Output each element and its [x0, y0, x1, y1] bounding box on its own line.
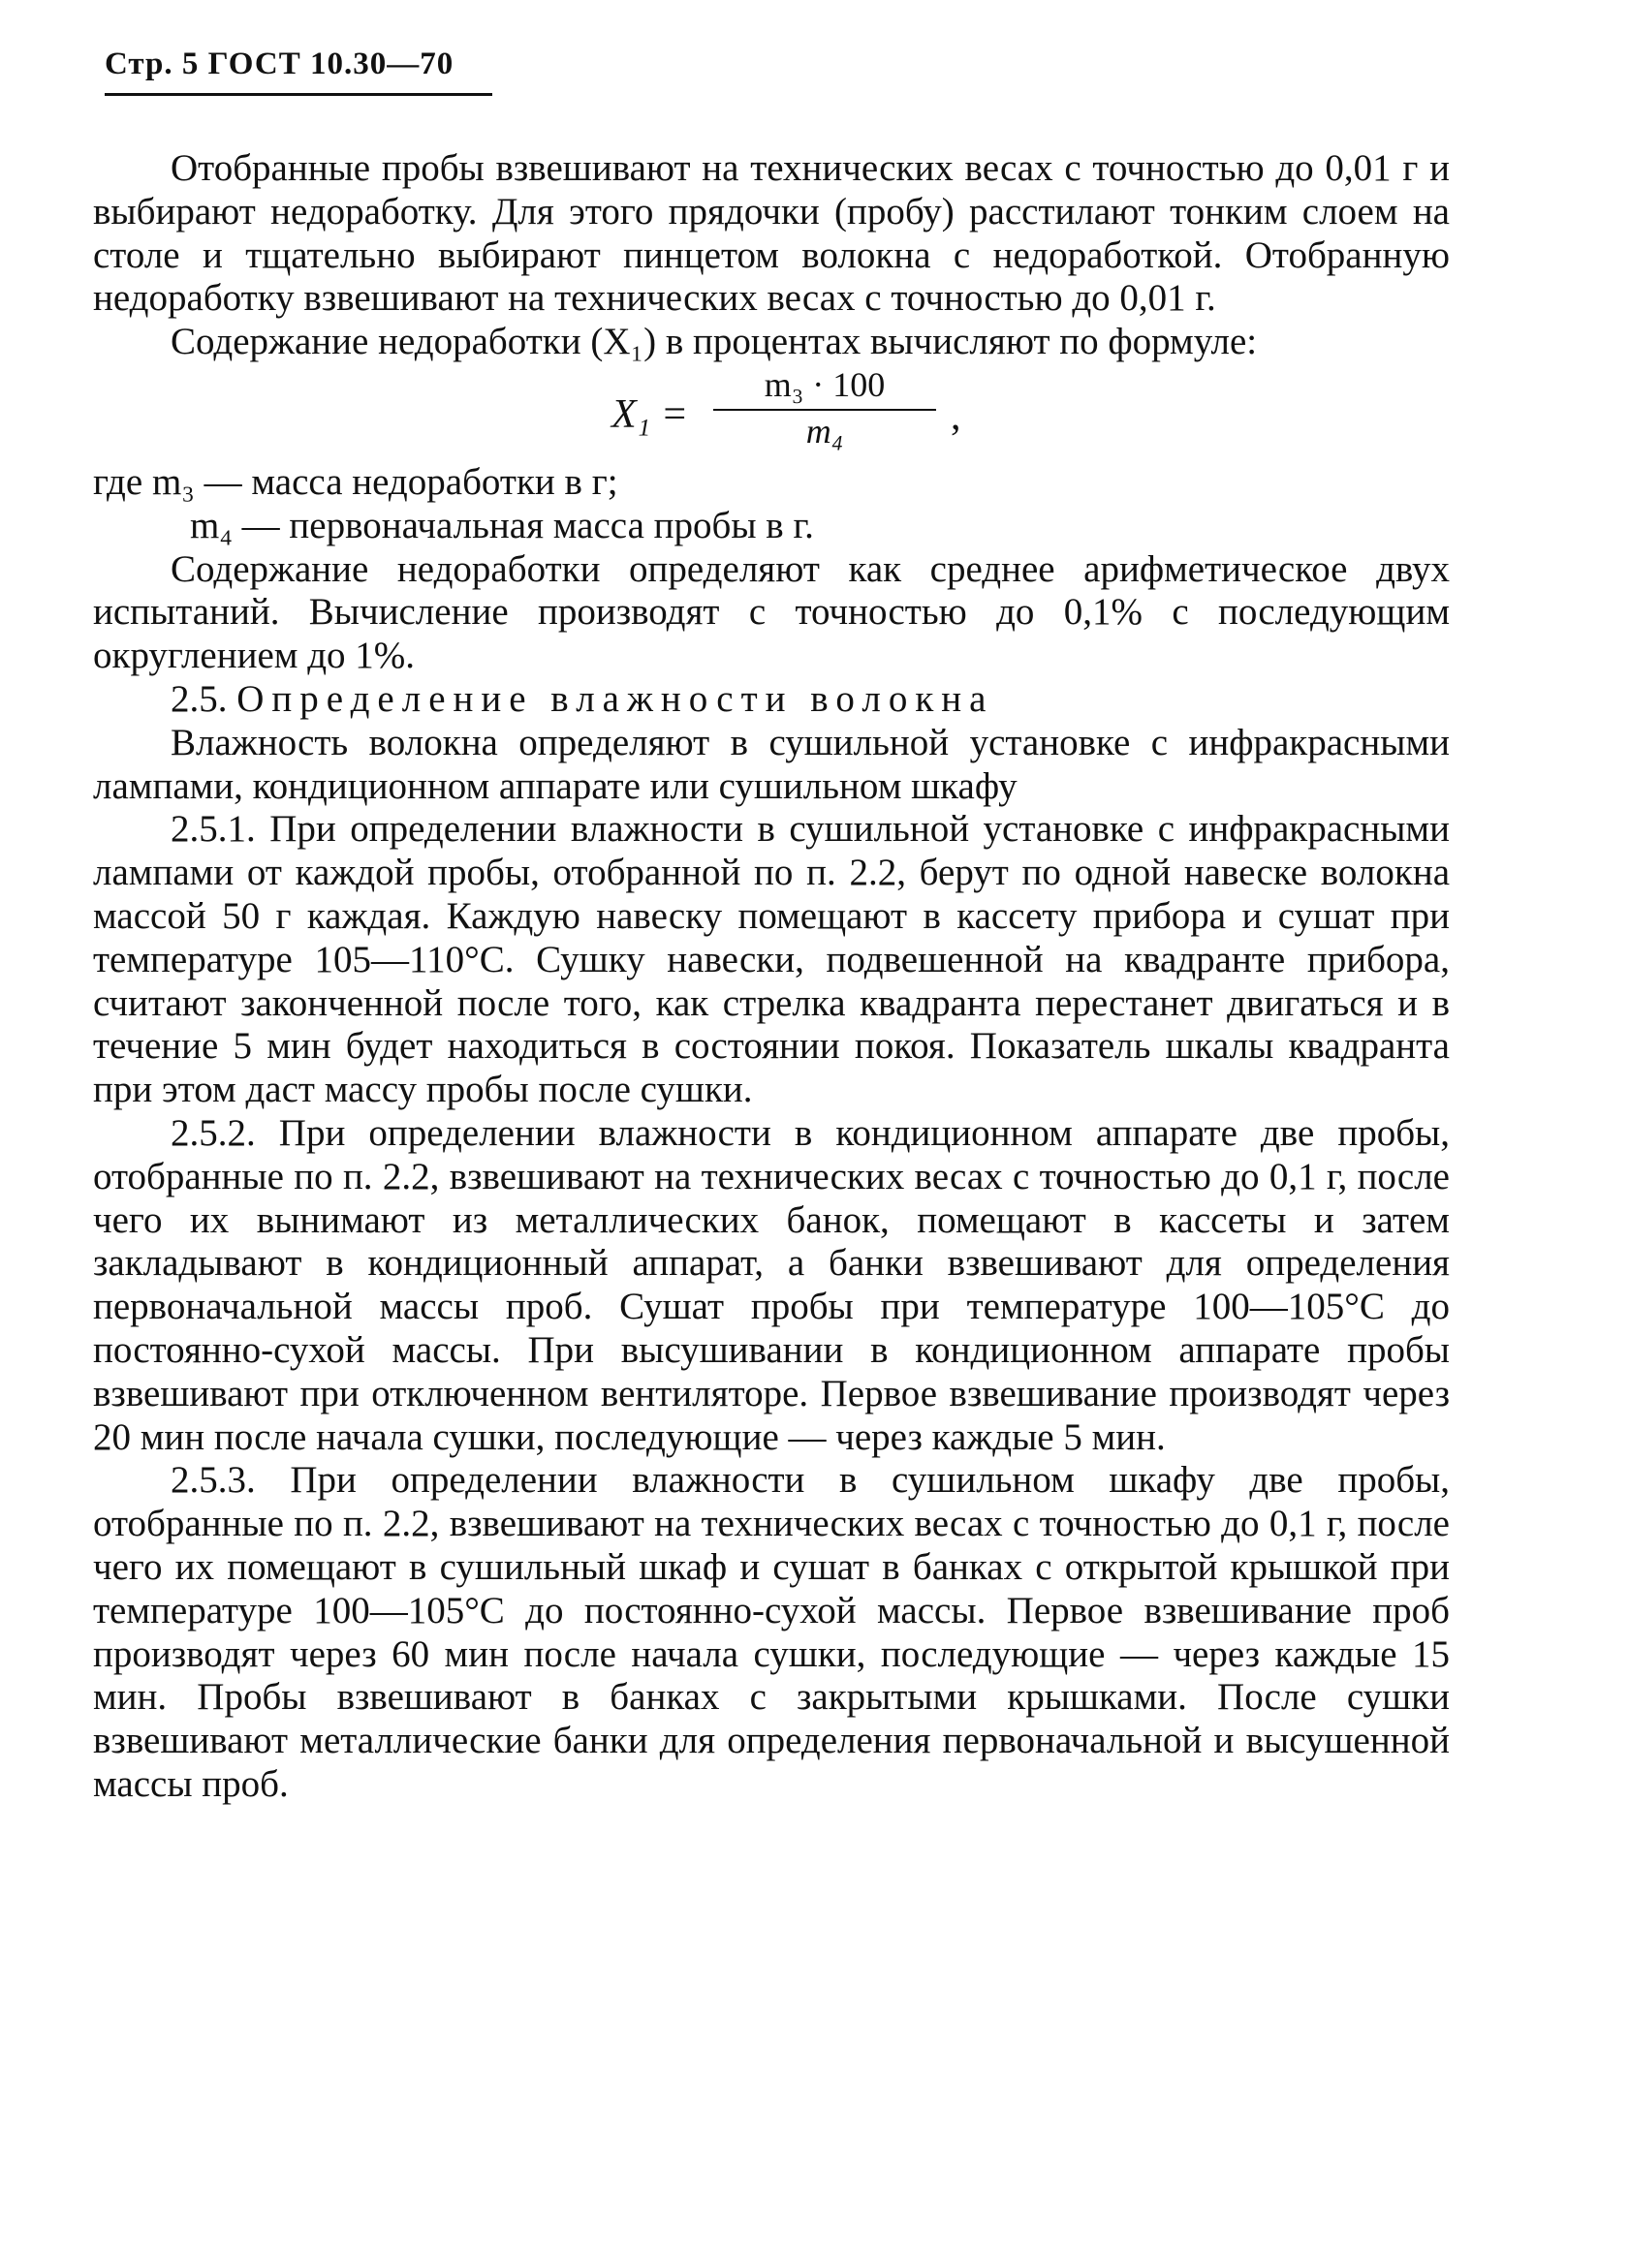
formula-comma: , — [951, 393, 961, 439]
section-number: 2.5. — [171, 677, 228, 720]
paragraph-formula-intro: Содержание недоработки (X₁) в процентах вычисляют по формуле: — [171, 321, 1258, 363]
paragraph-2-5-2: 2.5.2. При определении влажности в кондиционном аппарате две пробы, отобранные по п. 2.2, взвешивают на технических весах с точностью до 0,1 г, после чего их вынимают из металлических банок, помещают в кассеты и затем закладывают в кондиционный аппарат, а банки взвешивают для определения первоначальной массы проб. Сушат пробы при температуре 100—105°С до постоянно-сухой массы. При высушивании в кондиционном аппарате пробы взвешивают при отключенном вентиляторе. Первое взвешивание производят через 20 мин после начала сушки, последующие — через каждые 5 мин. — [93, 1111, 1450, 1458]
section-title: Определение влажности волокна — [236, 677, 994, 720]
paragraph-sampling: Отобранные пробы взвешивают на технических весах с точностью до 0,01 г и выбирают недоработку. Для этого прядочки (пробу) расстилают тонким слоем на столе и тщательно выбирают пинцетом волокна с недоработкой. Отобранную недоработку взвешивают на технических весах с точностью до 0,01 г. — [93, 147, 1450, 320]
header-underline — [105, 93, 492, 96]
paragraph-2-5-3: 2.5.3. При определении влажности в сушильном шкафу две пробы, отобранные по п. 2.2, взвешивают на технических весах с точностью до 0,1 г, после чего их помещают в сушильный шкаф и сушат в банках с открытой крышкой при температуре 100—105°С до постоянно-сухой массы. Первое взвешивание проб производят через 60 мин после начала сушки, последующие — через каждые 15 мин. Пробы взвешивают в банках с закрытыми крышками. После сушки взвешивают металлические банки для определения первоначальной и высушенной массы проб. — [93, 1459, 1450, 1805]
formula-numerator: m₃ · 100 — [713, 364, 936, 411]
formula-where-m3: где m₃ — масса недоработки в г; — [93, 460, 618, 503]
formula-fraction — [713, 364, 936, 451]
paragraph-2-5-1: 2.5.1. При определении влажности в сушильной установке с инфракрасными лампами от каждой пробы, отобранной по п. 2.2, берут по одной навеске волокна массой 50 г каждая. Каждую навеску помещают в кассету прибора и сушат при температуре 105—110°С. Сушку навески, подвешенной на квадранте прибора, считают законченной после того, как стрелка квадранта перестанет двигаться и в течение 5 мин будет находиться в состоянии покоя. Показатель шкалы квадранта при этом даст массу пробы после сушки. — [93, 808, 1450, 1111]
document-body — [93, 147, 1450, 1807]
formula-where-m4: m₄ — первоначальная масса пробы в г. — [190, 504, 814, 546]
section-heading-2-5 — [93, 678, 1450, 722]
page-header: Стр. 5 ГОСТ 10.30—70 — [105, 47, 454, 81]
paragraph-average: Содержание недоработки определяют как среднее арифметическое двух испытаний. Вычисление производят с точностью до 0,1% с последующим округлением до 1%. — [93, 547, 1450, 677]
paragraph-moisture-methods: Влажность волокна определяют в сушильной установке с инфракрасными лампами, кондиционном аппарате или сушильном шкафу — [93, 721, 1450, 807]
formula-x1 — [93, 364, 1450, 461]
formula-lhs: X₁ = — [611, 391, 689, 437]
formula-denominator: m₄ — [805, 411, 844, 450]
